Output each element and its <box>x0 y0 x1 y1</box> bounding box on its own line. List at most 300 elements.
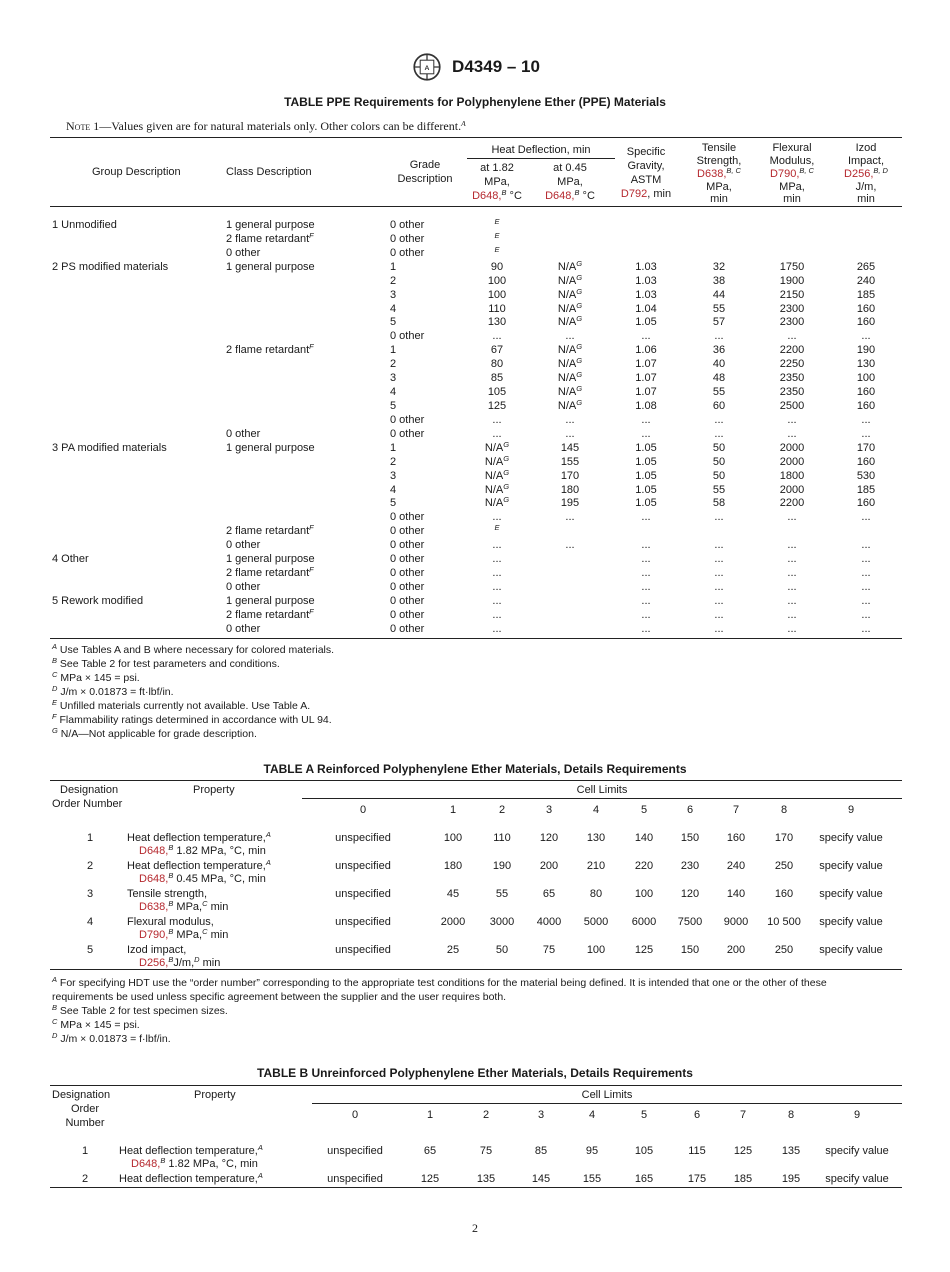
tensile-strength <box>684 315 754 329</box>
table-b-hdr-number: Number <box>65 1117 105 1129</box>
cell-value-text: 240 <box>726 860 746 872</box>
tensile-strength-text: ... <box>714 539 724 552</box>
heat-deflection-rule <box>467 158 615 159</box>
grade-description-text: 0 other <box>390 608 425 621</box>
footnote-mark: G <box>576 370 583 380</box>
grade-description <box>390 427 424 441</box>
cell-value-text: 125 <box>733 1145 753 1157</box>
izod-impact-text: ... <box>861 511 871 524</box>
property-name-text: Heat deflection temperature, <box>119 1173 258 1185</box>
grade-description <box>390 608 424 622</box>
table-ppe-top-rule <box>50 137 902 138</box>
class-description <box>226 427 260 441</box>
heat-deflection-045-text: N/A <box>557 372 577 385</box>
cell-value-text: 105 <box>634 1145 654 1157</box>
flexural-modulus <box>756 413 828 427</box>
unit-c: °C <box>579 190 595 202</box>
ref-d648-link[interactable]: D648, <box>472 190 502 202</box>
hdr-fm-1: Flexural <box>772 142 812 154</box>
class-description-text: 1 general purpose <box>226 553 315 566</box>
specific-gravity-text: 1.05 <box>635 469 657 482</box>
flexural-modulus <box>756 357 828 371</box>
flexural-modulus <box>756 580 828 594</box>
footnote-mark: E <box>494 217 500 226</box>
izod-impact <box>830 441 902 455</box>
izod-impact-text: 530 <box>856 469 876 482</box>
specific-gravity <box>612 329 680 343</box>
heat-deflection-182 <box>462 329 532 343</box>
grade-description <box>390 496 396 510</box>
tensile-strength <box>684 274 754 288</box>
footnote-text: J/m × 0.01873 = f·lbf/in. <box>57 1033 171 1045</box>
tensile-strength-text: ... <box>714 580 724 593</box>
flexural-modulus-text: ... <box>787 553 797 566</box>
tensile-strength-text: ... <box>714 553 724 566</box>
footnote-mark: F <box>309 523 314 533</box>
class-description-text: 2 flame retardant <box>226 608 310 621</box>
izod-impact <box>830 483 902 497</box>
order-number <box>57 943 123 957</box>
column-header-9 <box>817 1108 897 1122</box>
cell-value <box>323 831 403 845</box>
page-number: 2 <box>472 1221 478 1235</box>
group-description-text: 4 Other <box>52 553 89 566</box>
grade-description <box>390 441 396 455</box>
footnote-mark: A <box>257 1171 263 1180</box>
heat-deflection-182 <box>462 260 532 274</box>
grade-description-text: 0 other <box>390 330 425 343</box>
footnote-mark: F <box>309 606 314 616</box>
izod-impact-text: ... <box>861 622 871 635</box>
flexural-modulus-text: 2300 <box>779 302 805 315</box>
column-header-9-text: 9 <box>853 1109 861 1121</box>
grade-description-text: 0 other <box>390 622 425 635</box>
table-ppe-title: TABLE PPE Requirements for Polyphenylene Ether (PPE) Materials <box>284 95 666 109</box>
cell-value <box>817 1172 897 1186</box>
tensile-strength-text: ... <box>714 413 724 426</box>
footnote-text: Use Tables A and B where necessary for colored materials. <box>57 644 335 656</box>
footnote <box>52 671 140 685</box>
tensile-strength-text: ... <box>714 427 724 440</box>
class-description-text: 2 flame retardant <box>226 567 310 579</box>
heat-deflection-182 <box>462 566 532 580</box>
tensile-strength <box>684 427 754 441</box>
tensile-strength-text: ... <box>714 330 724 343</box>
tensile-strength-text: 55 <box>712 386 726 398</box>
footnote-mark: G <box>576 286 583 296</box>
izod-impact <box>830 329 902 343</box>
hdr-iz-3 <box>830 167 902 181</box>
flexural-modulus <box>756 329 828 343</box>
cell-value-text: 250 <box>774 944 794 956</box>
table-a-cell-limits-rule <box>302 798 902 799</box>
footnote-text: See Table 2 for test parameters and conditions. <box>57 658 280 670</box>
flexural-modulus-text: 2300 <box>779 316 805 329</box>
tensile-strength-text: 44 <box>712 288 726 301</box>
heat-deflection-045-text: N/A <box>557 288 577 301</box>
group-description <box>52 594 143 608</box>
specific-gravity-text: ... <box>641 608 651 621</box>
footnote-mark: G <box>52 726 58 735</box>
note-label: Note 1 <box>66 119 100 133</box>
flexural-modulus <box>756 315 828 329</box>
izod-impact-text: 100 <box>856 372 876 385</box>
specific-gravity-text: 1.03 <box>635 260 657 273</box>
cell-value-text: 140 <box>726 888 746 900</box>
cell-value-text: 160 <box>726 832 746 844</box>
specific-gravity-text: ... <box>641 539 651 552</box>
astm-ref-link[interactable]: D648, <box>139 845 169 857</box>
footnote-text: Unfilled materials currently not available. Use Table A. <box>57 700 311 712</box>
hdr-at182-1: at 1.82 <box>480 162 514 174</box>
grade-description <box>390 622 424 636</box>
heat-deflection-182-text: 100 <box>487 274 507 287</box>
izod-impact <box>830 371 902 385</box>
footnote-text: See Table 2 for test specimen sizes. <box>57 1005 228 1017</box>
heat-deflection-045-text: ... <box>565 539 575 552</box>
specific-gravity-text: 1.05 <box>635 455 657 468</box>
grade-description <box>390 315 396 329</box>
footnote <box>52 976 827 990</box>
cell-value <box>811 859 891 873</box>
property-name <box>119 1144 263 1158</box>
footnote-mark: E <box>52 698 58 707</box>
flexural-modulus <box>756 385 828 399</box>
cell-value-text: specify value <box>825 1145 889 1157</box>
astm-ref-link[interactable]: D638, <box>139 901 169 913</box>
flexural-modulus <box>756 260 828 274</box>
flexural-modulus-text: 1750 <box>779 260 805 273</box>
heat-deflection-182-text: ... <box>492 567 502 579</box>
cell-value-text: unspecified <box>335 888 391 900</box>
grade-description <box>390 288 396 302</box>
order-number-text: 5 <box>86 944 94 956</box>
cell-value <box>811 887 891 901</box>
hdr-at045-1: at 0.45 <box>553 162 587 174</box>
heat-deflection-182 <box>462 274 532 288</box>
grade-description-text: 1 <box>390 441 397 454</box>
heat-deflection-182 <box>462 524 532 538</box>
heat-deflection-182-text: 110 <box>488 302 506 315</box>
cell-value <box>811 831 891 845</box>
specific-gravity <box>612 413 680 427</box>
footnote-mark: B <box>52 656 58 665</box>
column-header-9 <box>811 803 891 817</box>
heat-deflection-182-text: ... <box>492 622 502 635</box>
property-name-text: Heat deflection temperature, <box>127 860 266 872</box>
grade-description-text: 4 <box>390 302 397 315</box>
heat-deflection-182-text: 105 <box>487 386 507 398</box>
class-description <box>226 566 314 580</box>
property-name-text: Flexural modulus, <box>127 916 214 928</box>
grade-description <box>390 357 396 371</box>
tensile-strength <box>684 622 754 636</box>
cell-value-text: specify value <box>819 944 883 956</box>
izod-impact <box>830 566 902 580</box>
heat-deflection-182 <box>462 427 532 441</box>
ref-d790-link[interactable]: D790, <box>770 168 800 180</box>
heat-deflection-045 <box>535 510 605 524</box>
cell-value <box>323 887 403 901</box>
class-description-text: 1 general purpose <box>226 594 315 607</box>
grade-description <box>390 399 396 413</box>
cell-value-text: 150 <box>680 944 700 956</box>
order-number-text: 1 <box>86 832 94 844</box>
cell-value-text: 180 <box>443 860 463 872</box>
heat-deflection-045 <box>535 496 605 510</box>
heat-deflection-045 <box>535 343 605 357</box>
flexural-modulus-text: 2350 <box>779 386 805 398</box>
grade-description <box>390 232 424 246</box>
astm-ref-link[interactable]: D256, <box>139 957 169 969</box>
cell-value-text: 4000 <box>536 916 562 928</box>
grade-description-text: 5 <box>390 400 397 412</box>
cell-value-text: specify value <box>825 1173 889 1185</box>
cell-value-text: unspecified <box>327 1145 383 1157</box>
heat-deflection-182 <box>462 357 532 371</box>
heat-deflection-045-text: 195 <box>560 497 580 510</box>
cell-value <box>811 943 891 957</box>
footnote-mark: C <box>202 927 208 936</box>
specific-gravity <box>612 357 680 371</box>
heat-deflection-045-text: N/A <box>557 260 577 273</box>
heat-deflection-182-text: ... <box>492 580 502 593</box>
grade-description-text: 0 other <box>390 539 425 552</box>
hdr-iz-1: Izod <box>855 142 877 154</box>
tensile-strength-text: 57 <box>712 316 726 329</box>
cell-value-text: 100 <box>586 944 606 956</box>
cell-value-text: 25 <box>446 944 460 956</box>
order-number <box>57 831 123 845</box>
grade-description <box>390 552 424 566</box>
tensile-strength <box>684 302 754 316</box>
property-name <box>127 859 271 873</box>
tensile-strength <box>684 371 754 385</box>
heat-deflection-045 <box>535 427 605 441</box>
heat-deflection-045 <box>535 371 605 385</box>
specific-gravity <box>612 315 680 329</box>
table-b-hdr-order: Order <box>70 1103 100 1115</box>
izod-impact-text: ... <box>861 330 871 343</box>
specific-gravity <box>612 343 680 357</box>
cell-value <box>811 915 891 929</box>
footnote-mark: G <box>576 398 583 407</box>
hdr-ts-5: min <box>710 193 728 205</box>
astm-ref-link[interactable]: D648, <box>139 873 169 885</box>
grade-description-text: 0 other <box>390 580 425 593</box>
tensile-strength <box>684 580 754 594</box>
heat-deflection-045 <box>535 260 605 274</box>
tensile-strength <box>684 343 754 357</box>
tensile-strength <box>684 469 754 483</box>
flexural-modulus-text: ... <box>787 567 797 579</box>
grade-description <box>390 594 424 608</box>
ref-d792-link[interactable]: D792 <box>620 188 648 200</box>
cell-value-text: 2000 <box>440 916 466 928</box>
specific-gravity-text: 1.05 <box>635 497 657 510</box>
table-a-hdr-property: Property <box>193 784 235 796</box>
cell-value-text: 175 <box>687 1173 707 1185</box>
flexural-modulus <box>756 496 828 510</box>
grade-description <box>390 413 424 427</box>
specific-gravity <box>612 594 680 608</box>
heat-deflection-045-text: ... <box>565 427 575 440</box>
footnote <box>52 699 310 713</box>
heat-deflection-045-text: N/A <box>557 274 577 287</box>
column-header-4-text: 4 <box>588 1109 596 1121</box>
heat-deflection-045 <box>535 483 605 497</box>
izod-impact <box>830 315 902 329</box>
property-unit: min <box>207 901 229 913</box>
izod-impact <box>830 469 902 483</box>
cell-value-text: 220 <box>634 860 654 872</box>
class-description-text: 2 flame retardant <box>226 232 310 245</box>
column-header-0-text: 0 <box>359 804 367 816</box>
footnote-text: J/m × 0.01873 = ft·lbf/in. <box>57 686 174 698</box>
column-header-3-text: 3 <box>545 804 553 816</box>
class-description <box>226 552 315 566</box>
property-detail <box>139 928 228 942</box>
heat-deflection-045-text: N/A <box>557 358 577 371</box>
order-number-text: 1 <box>81 1145 89 1157</box>
property-unit: 1.82 MPa, °C, min <box>173 845 266 857</box>
order-number-text: 2 <box>81 1173 89 1185</box>
tensile-strength <box>684 552 754 566</box>
class-description <box>226 232 314 246</box>
specific-gravity <box>612 274 680 288</box>
izod-impact-text: ... <box>861 580 871 593</box>
astm-ref-link[interactable]: D648, <box>131 1158 161 1170</box>
ref-d638-link[interactable]: D638, <box>697 168 727 180</box>
specific-gravity <box>612 288 680 302</box>
property-name <box>119 1172 263 1186</box>
column-header-0-text: 0 <box>351 1109 359 1121</box>
cell-value-text: specify value <box>819 888 883 900</box>
class-description <box>226 622 260 636</box>
footnote-text: N/A—Not applicable for grade description. <box>57 728 257 740</box>
heat-deflection-182 <box>462 594 532 608</box>
flexural-modulus-text: ... <box>787 539 797 552</box>
footnote <box>52 1018 140 1032</box>
cell-value <box>315 1144 395 1158</box>
specific-gravity-text: 1.06 <box>635 344 657 357</box>
specific-gravity-text: 1.07 <box>635 358 657 371</box>
cell-value-text: 155 <box>582 1173 602 1185</box>
tensile-strength <box>684 288 754 302</box>
footnote-mark: E <box>494 230 500 240</box>
izod-impact-text: ... <box>861 539 871 552</box>
izod-impact-text: 240 <box>856 274 876 287</box>
izod-impact <box>830 343 902 357</box>
heat-deflection-182 <box>462 246 532 260</box>
property-unit: 1.82 MPa, °C, min <box>165 1158 258 1170</box>
heat-deflection-182 <box>462 455 532 469</box>
table-b-cell-limits-rule <box>312 1103 902 1104</box>
hdr-class: Class Description <box>226 166 312 178</box>
footnote-mark: B <box>168 871 174 880</box>
heat-deflection-182-text: N/A <box>484 469 504 482</box>
izod-impact-text: 130 <box>856 358 876 371</box>
specific-gravity <box>612 260 680 274</box>
cell-value-text: 170 <box>774 832 794 844</box>
tensile-strength-text: 32 <box>712 260 726 273</box>
footnote-mark: B <box>168 955 174 964</box>
heat-deflection-182-text: N/A <box>484 441 504 454</box>
hdr-fm-2: Modulus, <box>769 155 815 167</box>
property-detail <box>139 872 266 886</box>
specific-gravity <box>612 566 680 580</box>
footnote-mark: D <box>194 955 200 964</box>
heat-deflection-182-text: 85 <box>490 372 504 385</box>
flexural-modulus <box>756 371 828 385</box>
heat-deflection-182-text: 100 <box>487 288 507 301</box>
flexural-modulus-text: 2150 <box>779 288 805 301</box>
hdr-sg-1: Specific <box>626 146 666 158</box>
heat-deflection-045 <box>535 385 605 399</box>
hdr-at045-2: MPa, <box>557 176 583 188</box>
class-description-text: 0 other <box>226 580 261 593</box>
heat-deflection-045 <box>535 469 605 483</box>
table-a-hdr-cell-limits: Cell Limits <box>576 784 628 796</box>
izod-impact-text: ... <box>861 594 871 607</box>
footnote <box>52 657 280 671</box>
tensile-strength <box>684 399 754 413</box>
specific-gravity <box>612 496 680 510</box>
sup-b: B <box>574 188 580 197</box>
hdr-iz-5: min <box>857 193 875 205</box>
cell-value-text: 165 <box>634 1173 654 1185</box>
cell-value-text: 125 <box>420 1173 440 1185</box>
heat-deflection-045 <box>535 413 605 427</box>
flexural-modulus-text: 2000 <box>779 483 805 496</box>
grade-description <box>390 538 424 552</box>
grade-description-text: 0 other <box>390 594 425 607</box>
grade-description <box>390 469 396 483</box>
heat-deflection-182 <box>462 343 532 357</box>
ref-d256-link[interactable]: D256, <box>844 168 874 180</box>
heat-deflection-182 <box>462 608 532 622</box>
order-number <box>52 1172 118 1186</box>
class-description <box>226 524 314 538</box>
ref-d648-link[interactable]: D648, <box>545 190 575 202</box>
tensile-strength <box>684 594 754 608</box>
cell-value-text: 65 <box>423 1145 437 1157</box>
grade-description <box>390 246 424 260</box>
heat-deflection-045-text: 180 <box>560 483 580 496</box>
tensile-strength-text: 50 <box>712 469 726 482</box>
hdr-grade-1: Grade <box>409 159 441 171</box>
hdr-ts-2: Strength, <box>696 155 742 167</box>
tensile-strength <box>684 329 754 343</box>
property-detail <box>131 1157 258 1171</box>
flexural-modulus <box>756 427 828 441</box>
footnote-mark: A <box>265 858 271 867</box>
grade-description-text: 5 <box>390 497 397 510</box>
tensile-strength-text: ... <box>714 594 724 607</box>
heat-deflection-045-text: N/A <box>557 316 577 329</box>
footnote-mark: G <box>576 384 583 393</box>
table-b-hdr-property: Property <box>194 1089 236 1101</box>
sup-bc: B, C <box>799 166 814 175</box>
cell-value <box>323 859 403 873</box>
astm-ref-link[interactable]: D790, <box>139 929 169 941</box>
izod-impact-text: ... <box>861 413 871 426</box>
footnote-text: MPa × 145 = psi. <box>57 672 140 684</box>
table-a-bottom-rule <box>50 969 902 970</box>
heat-deflection-182 <box>462 385 532 399</box>
footnote-mark: G <box>576 342 583 352</box>
specific-gravity-text: 1.03 <box>635 288 657 301</box>
